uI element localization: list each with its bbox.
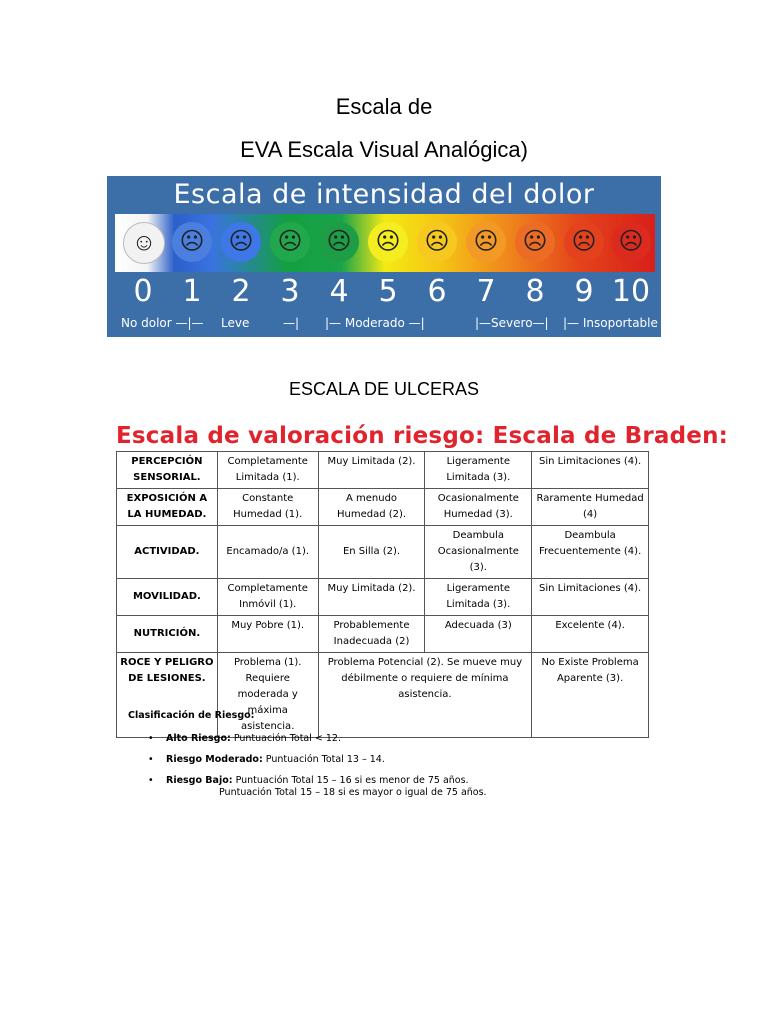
face-2-icon: ☹ <box>221 222 261 262</box>
risk-label: Riesgo Bajo: <box>166 775 233 786</box>
ulcer-scale-heading: ESCALA DE ULCERAS <box>288 379 480 399</box>
row-header: NUTRICIÓN. <box>117 616 218 653</box>
table-cell: No Existe Problema Aparente (3). <box>532 653 649 738</box>
pain-number: 1 <box>182 274 202 309</box>
risk-text: Puntuación Total 13 – 14. <box>265 754 385 765</box>
table-cell: Deambula Frecuentemente (4). <box>532 526 649 579</box>
table-cell: Completamente Limitada (1). <box>217 452 318 489</box>
table-cell: Encamado/a (1). <box>217 526 318 579</box>
table-cell: Sin Limitaciones (4). <box>532 452 649 489</box>
table-row <box>117 489 649 526</box>
table-row <box>117 579 649 616</box>
pain-label-severo: |—Severo—| <box>475 316 549 330</box>
list-item <box>148 733 487 745</box>
pain-number: 10 <box>611 274 651 309</box>
pain-number: 0 <box>133 274 153 309</box>
pain-number: 9 <box>574 274 594 309</box>
row-header: EXPOSICIÓN A LA HUMEDAD. <box>117 489 218 526</box>
table-cell: Problema Potencial (2). Se mueve muy débilmente o requiere de mínima asistencia. <box>318 653 532 738</box>
pain-label-no-dolor: No dolor —|— <box>121 316 204 330</box>
pain-label-separator: —| <box>283 316 300 330</box>
pain-scale-image <box>107 176 661 337</box>
table-cell: Excelente (4). <box>532 616 649 653</box>
table-cell: Sin Limitaciones (4). <box>532 579 649 616</box>
row-header: MOVILIDAD. <box>117 579 218 616</box>
pain-number: 2 <box>231 274 251 309</box>
braden-table <box>116 451 649 738</box>
braden-title: Escala de valoración riesgo: Escala de Braden: <box>116 423 729 449</box>
table-cell: Constante Humedad (1). <box>217 489 318 526</box>
face-3-icon: ☹ <box>270 222 310 262</box>
face-8-icon: ☹ <box>515 222 555 262</box>
risk-label: Riesgo Moderado: <box>166 754 263 765</box>
row-header: PERCEPCIÓN SENSORIAL. <box>117 452 218 489</box>
table-cell: Ocasionalmente Humedad (3). <box>425 489 532 526</box>
list-item <box>148 775 487 799</box>
list-item <box>148 754 487 766</box>
table-cell: Completamente Inmóvil (1). <box>217 579 318 616</box>
pain-number: 8 <box>525 274 545 309</box>
table-cell: En Silla (2). <box>318 526 425 579</box>
pain-number: 7 <box>476 274 496 309</box>
face-9-icon: ☹ <box>564 222 604 262</box>
risk-text: Puntuación Total 15 – 16 si es menor de 75 años. <box>235 775 469 786</box>
pain-label-leve: Leve <box>221 316 250 330</box>
face-10-icon: ☹ <box>611 222 651 262</box>
pain-numbers <box>115 272 655 312</box>
pain-scale-title: Escala de intensidad del dolor <box>173 179 595 210</box>
table-cell: Muy Limitada (2). <box>318 452 425 489</box>
table-cell: Adecuada (3) <box>425 616 532 653</box>
face-7-icon: ☹ <box>466 222 506 262</box>
title-line-1: Escala de <box>335 94 433 119</box>
risk-text: Puntuación Total < 12. <box>233 733 341 744</box>
table-row <box>117 452 649 489</box>
face-4-icon: ☹ <box>319 222 359 262</box>
pain-labels <box>115 314 658 332</box>
pain-label-insoportable: |— Insoportable <box>563 316 658 330</box>
face-6-icon: ☹ <box>417 222 457 262</box>
face-1-icon: ☹ <box>172 222 212 262</box>
table-row <box>117 616 649 653</box>
pain-label-moderado: |— Moderado —| <box>325 316 425 330</box>
table-cell: Deambula Ocasionalmente (3). <box>425 526 532 579</box>
table-cell: A menudo Humedad (2). <box>318 489 425 526</box>
risk-list <box>148 724 487 799</box>
table-cell: Muy Limitada (2). <box>318 579 425 616</box>
row-header: ROCE Y PELIGRO DE LESIONES. <box>117 653 218 738</box>
pain-number: 5 <box>378 274 398 309</box>
risk-text-continued: Puntuación Total 15 – 18 si es mayor o igual de 75 años. <box>219 787 487 798</box>
classification-title: Clasificación de Riesgo: <box>128 710 255 721</box>
pain-number: 4 <box>329 274 349 309</box>
table-cell: Probablemente Inadecuada (2) <box>318 616 425 653</box>
pain-number: 6 <box>427 274 447 309</box>
pain-number: 3 <box>280 274 300 309</box>
row-header: ACTIVIDAD. <box>117 526 218 579</box>
table-cell: Ligeramente Limitada (3). <box>425 452 532 489</box>
risk-label: Alto Riesgo: <box>166 733 231 744</box>
table-cell: Problema (1). Requiere moderada y máxima asistencia. <box>217 653 318 738</box>
title-line-2: EVA Escala Visual Analógica) <box>240 137 528 162</box>
table-cell: Ligeramente Limitada (3). <box>425 579 532 616</box>
table-cell: Raramente Humedad (4) <box>532 489 649 526</box>
table-cell: Muy Pobre (1). <box>217 616 318 653</box>
pain-color-band <box>115 214 655 272</box>
face-5-icon: ☹ <box>368 222 408 262</box>
table-row <box>117 526 649 579</box>
face-0-icon: ☺ <box>123 222 165 264</box>
